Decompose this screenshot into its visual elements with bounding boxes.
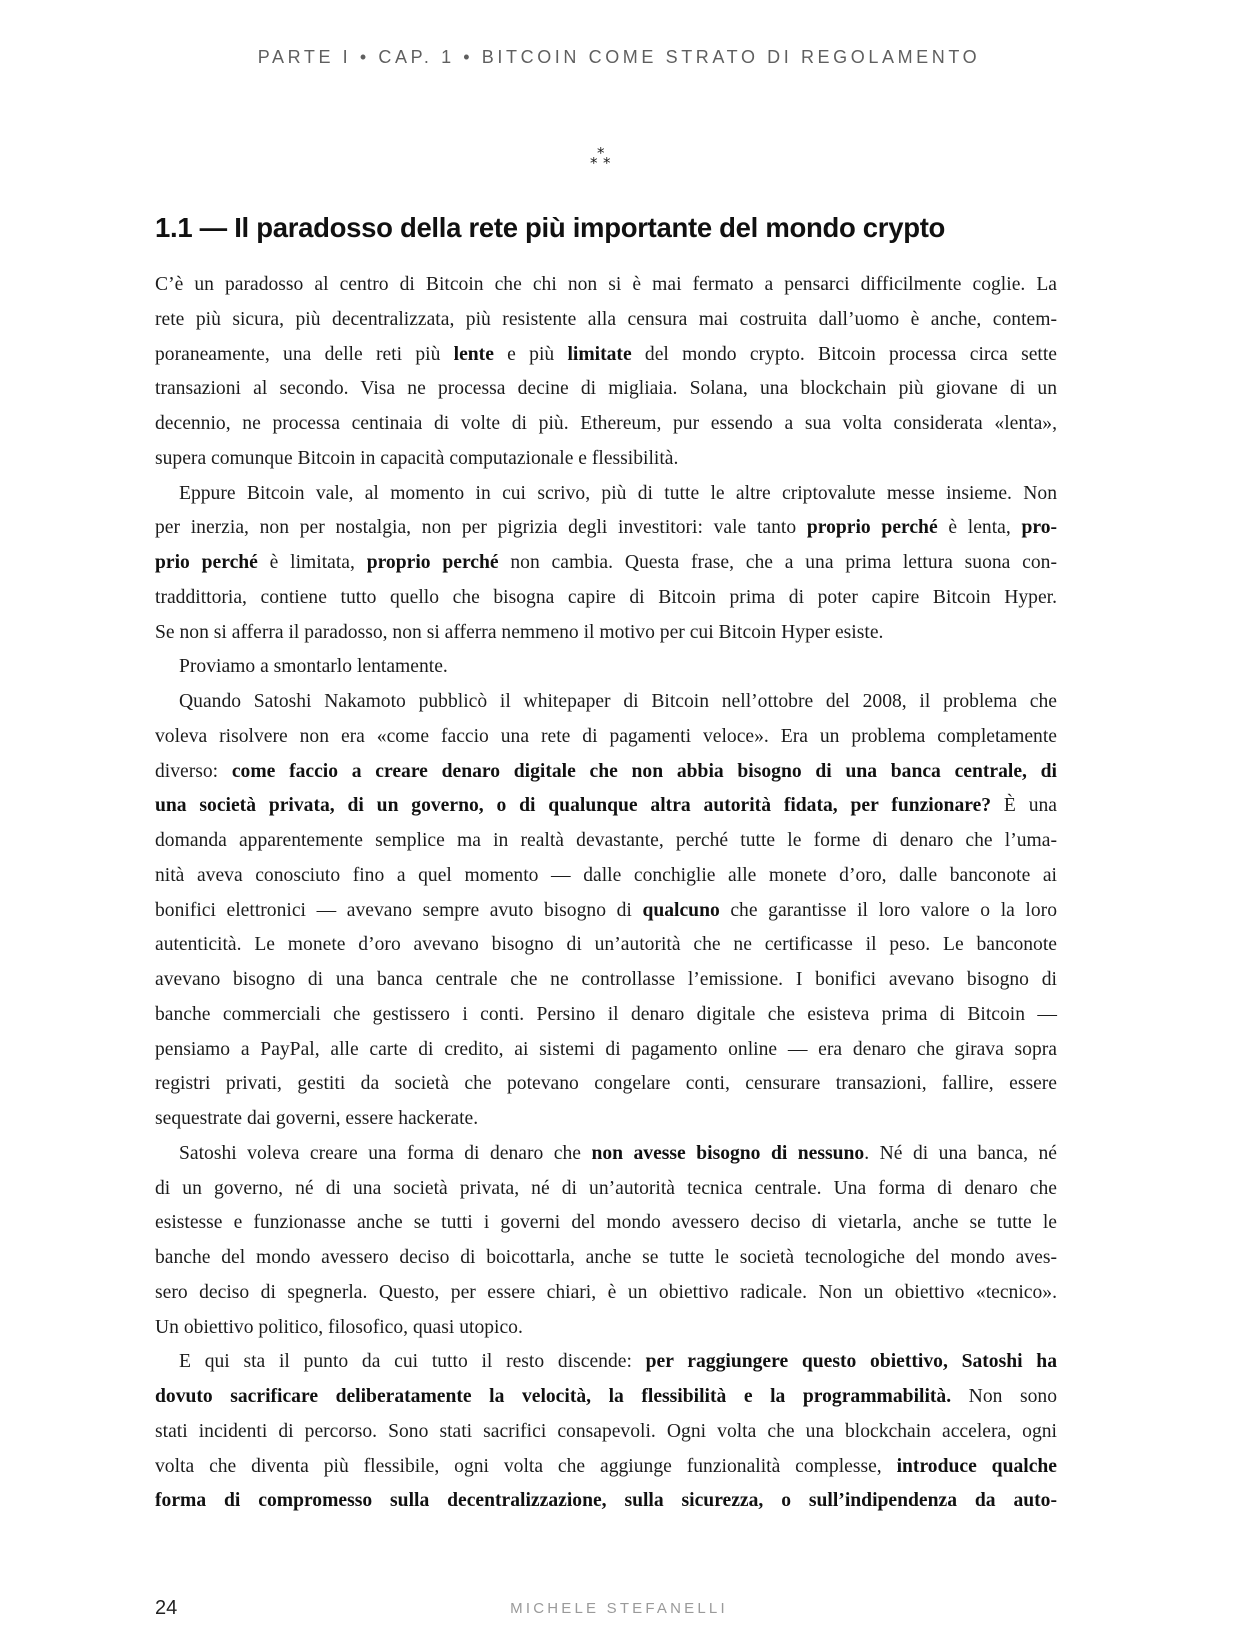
text-run: banche commerciali che gestissero i conti. Persino il denaro digitale che esisteva prima di Bitcoin — <box>155 1003 1057 1025</box>
bold-text: prio perché <box>155 552 258 573</box>
text-line <box>155 963 1057 998</box>
bold-text: qualcuno <box>642 899 720 921</box>
text-run: bonifici elettronici — avevano sempre avuto bisogno di <box>155 899 643 921</box>
asterism-star: * <box>590 154 598 172</box>
text-run: Se non si afferra il paradosso, non si afferra nemmeno il motivo per cui Bitcoin Hyper esiste. <box>155 621 884 643</box>
text-line <box>155 755 1057 790</box>
text-line <box>155 1311 1057 1346</box>
text-line <box>155 1033 1057 1068</box>
text-line <box>155 1241 1057 1276</box>
bold-text: introduce qualche <box>896 1455 1057 1477</box>
text-run: sequestrate dai governi, essere hackerate. <box>155 1108 479 1129</box>
text-run: traddittoria, contiene tutto quello che bisogna capire di Bitcoin prima di poter capire Bitcoin Hyper. <box>155 586 1057 608</box>
text-line <box>155 720 1057 755</box>
text-line <box>155 303 1057 338</box>
text-line <box>155 546 1057 581</box>
text-run: e più <box>493 343 568 365</box>
text-run: registri privati, gestiti da società che potevano congelare conti, censurare transazioni, fallire, essere <box>155 1073 1057 1095</box>
text-line <box>155 1102 1057 1137</box>
text-run: diverso: <box>155 760 232 782</box>
text-line <box>155 616 1057 651</box>
text-run: è limitata, <box>257 552 367 573</box>
text-run: autenticità. Le monete d’oro avevano bisogno di un’autorità che ne certificasse il peso. Le banconote <box>155 934 1057 956</box>
text-run: Quando Satoshi Nakamoto pubblicò il whitepaper di Bitcoin nell’ottobre del 2008, il problema che <box>179 691 1057 712</box>
bold-text: non avesse bisogno di nessuno <box>591 1142 865 1164</box>
text-line <box>155 372 1057 407</box>
running-footer-author: MICHELE STEFANELLI <box>510 1600 728 1617</box>
text-line <box>155 1380 1057 1415</box>
text-line <box>155 268 1057 303</box>
text-run: stati incidenti di percorso. Sono stati sacrifici consapevoli. Ogni volta che una blockchain accelera, ogni <box>155 1420 1057 1442</box>
bold-text: lente <box>453 343 494 365</box>
section-title: 1.1 — Il paradosso della rete più importante del mondo crypto <box>155 212 946 243</box>
bold-text: come faccio a creare denaro digitale che non abbia bisogno di una banca centrale, di <box>231 760 1057 782</box>
text-run: del mondo crypto. Bitcoin processa circa sette <box>631 343 1057 365</box>
text-run: Satoshi voleva creare una forma di denaro che <box>179 1142 592 1164</box>
asterism-ornament <box>589 146 615 172</box>
text-line <box>155 789 1057 824</box>
text-run: poraneamente, una delle reti più <box>155 343 454 365</box>
text-run: Un obiettivo politico, filosofico, quasi utopico. <box>155 1316 523 1338</box>
text-run: nità aveva conosciuto fino a quel momento — dalle conchiglie alle monete d’oro, dalle banconote ai <box>155 864 1057 886</box>
bold-text: limitate <box>567 343 632 365</box>
text-run: di un governo, né di una società privata, né di un’autorità tecnica centrale. Una forma di denaro che <box>155 1177 1057 1199</box>
text-line <box>155 1276 1057 1311</box>
text-run: rete più sicura, più decentralizzata, più resistente alla censura mai costruita dall’uomo è anche, contem- <box>155 308 1057 330</box>
text-line <box>155 477 1057 512</box>
bold-text: proprio perché <box>366 552 499 573</box>
text-run: Eppure Bitcoin vale, al momento in cui scrivo, più di tutte le altre criptovalute messe insieme. Non <box>179 482 1057 504</box>
text-run: voleva risolvere non era «come faccio una rete di pagamenti veloce». Era un problema completamente <box>155 725 1057 747</box>
bold-text: pro- <box>1021 517 1058 539</box>
text-run: E qui sta il punto da cui tutto il resto discende: <box>179 1351 646 1373</box>
text-line <box>155 1206 1057 1241</box>
asterism-star: * <box>603 154 611 172</box>
text-line <box>155 511 1057 546</box>
text-run: volta che diventa più flessibile, ogni volta che aggiunge funzionalità complesse, <box>155 1455 897 1477</box>
text-run: decennio, ne processa centinaia di volte di più. Ethereum, pur essendo a sua volta considerata «lenta», <box>155 413 1057 434</box>
text-line <box>155 442 1057 477</box>
text-line <box>155 859 1057 894</box>
bold-text: per raggiungere questo obiettivo, Satoshi ha <box>645 1351 1057 1373</box>
text-line <box>155 685 1057 720</box>
text-run: sero deciso di spegnerla. Questo, per essere chiari, è un obiettivo radicale. Non un obiettivo «tecnico». <box>155 1281 1057 1303</box>
text-run: pensiamo a PayPal, alle carte di credito, ai sistemi di pagamento online — era denaro che girava sopra <box>155 1038 1057 1060</box>
text-line <box>155 1172 1057 1207</box>
text-run: banche del mondo avessero deciso di boicottarla, anche se tutte le società tecnologiche del mondo aves- <box>155 1247 1057 1268</box>
text-run: . Né di una banca, né <box>864 1142 1057 1164</box>
text-line <box>155 1450 1057 1485</box>
text-line <box>155 338 1057 373</box>
text-run: È una <box>991 795 1058 817</box>
text-line <box>155 581 1057 616</box>
text-line <box>155 1484 1057 1519</box>
text-run: Non sono <box>951 1386 1057 1407</box>
bold-text: una società privata, di un governo, o di qualunque altra autorità fidata, per funzionare? <box>155 795 992 817</box>
bold-text: dovuto sacrificare deliberatamente la velocità, la flessibilità e la programmabilità. <box>155 1386 952 1407</box>
text-line <box>155 1345 1057 1380</box>
running-header: PARTE I • CAP. 1 • BITCOIN COME STRATO DI REGOLAMENTO <box>257 47 981 67</box>
text-run: supera comunque Bitcoin in capacità computazionale e flessibilità. <box>155 447 679 469</box>
bold-text: forma di compromesso sulla decentralizzazione, sulla sicurezza, o sull’indipendenza da auto- <box>155 1490 1057 1512</box>
text-run: che garantisse il loro valore o la loro <box>719 899 1057 921</box>
text-run: non cambia. Questa frase, che a una prima lettura suona con- <box>498 552 1057 573</box>
text-line <box>155 894 1057 929</box>
text-run: Proviamo a smontarlo lentamente. <box>179 656 448 678</box>
text-run: domanda apparentemente semplice ma in realtà devastante, perché tutte le forme di denaro che l’uma- <box>155 830 1057 851</box>
text-line <box>155 998 1057 1033</box>
text-run: transazioni al secondo. Visa ne processa decine di migliaia. Solana, una blockchain più giovane di un <box>155 378 1057 400</box>
text-line <box>155 928 1057 963</box>
text-run: avevano bisogno di una banca centrale che ne controllasse l’emissione. I bonifici avevano bisogno di <box>155 969 1057 990</box>
text-line <box>155 650 1057 685</box>
text-line <box>155 407 1057 442</box>
text-run: è lenta, <box>937 517 1022 539</box>
text-line <box>155 1137 1057 1172</box>
text-line <box>155 824 1057 859</box>
text-run: C’è un paradosso al centro di Bitcoin che chi non si è mai fermato a pensarci difficilmente coglie. La <box>155 274 1057 295</box>
text-line <box>155 1067 1057 1102</box>
text-run: esistesse e funzionasse anche se tutti i governi del mondo avessero deciso di vietarla, anche se tutte le <box>155 1212 1057 1234</box>
text-run: per inerzia, non per nostalgia, non per pigrizia degli investitori: vale tanto <box>155 517 807 539</box>
text-line <box>155 1415 1057 1450</box>
page-number: 24 <box>155 1597 178 1619</box>
asterism-star: * <box>597 144 605 162</box>
bold-text: proprio perché <box>806 517 938 539</box>
body-text <box>155 268 1057 1519</box>
